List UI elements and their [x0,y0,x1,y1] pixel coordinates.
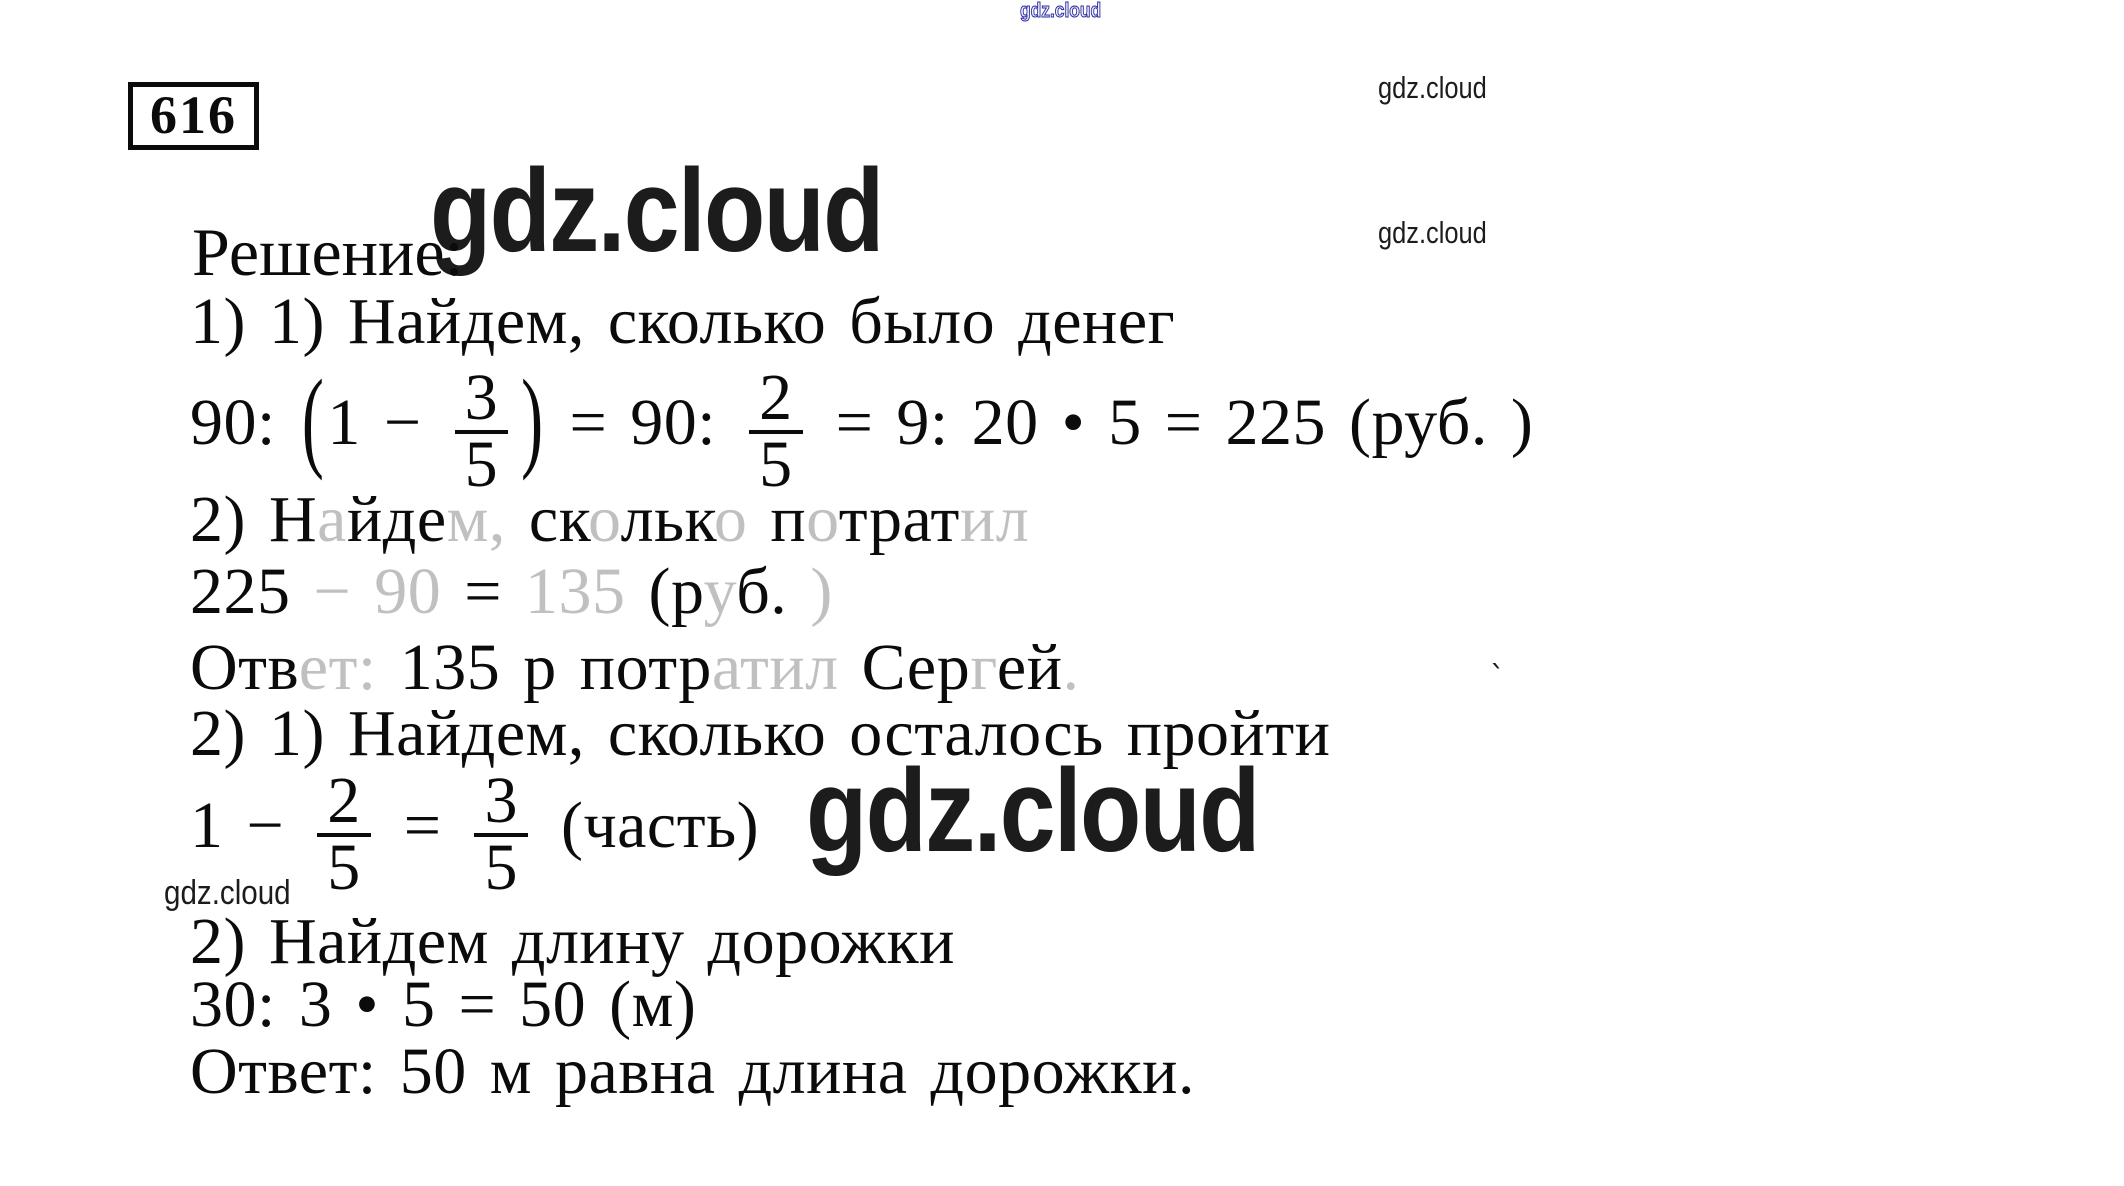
line-step2-equation [190,555,833,628]
fraction [474,764,528,904]
line-task2-step1-equation [190,764,760,904]
text-run: трат [838,483,960,556]
text-run: 2) Н [190,483,318,556]
text-run: Отв [190,631,299,704]
text-run: 2) Найдем длину дорожки [190,905,955,978]
text-run-faded: ет: [298,631,377,704]
line-task2-step1-title [190,697,1331,770]
fraction-numerator: 3 [455,368,509,434]
solution-heading: Решение: [192,214,464,290]
text-run: п [747,483,807,556]
fraction-denominator: 5 [327,831,361,904]
text-run: йде [346,483,447,556]
watermark-large-2: gdz.cloud [806,745,1259,877]
text-run-faded: 135 [524,555,626,628]
line-step1-title [190,285,1176,358]
text-run: Ответ: 50 м равна длина дорожки. [190,1035,1195,1108]
text-run: 2) 1) Найдем, сколько осталось пройти [190,697,1331,770]
text-run: льк [620,483,714,556]
text-run-faded: . [1062,631,1080,704]
line-step1-equation [190,357,1534,501]
text-run-faded: у [703,555,737,628]
fraction-denominator: 5 [759,428,793,501]
watermark-left-small: gdz.cloud [164,874,291,912]
tall-parenthesis: ) [521,357,544,482]
fraction-numerator: 3 [474,771,528,837]
text-run: = 90: [546,385,740,459]
text-run: = [441,555,525,628]
text-run: б. [736,555,788,628]
text-run: 1 − [327,385,445,459]
fraction-denominator: 5 [484,831,518,904]
fraction [317,764,371,904]
text-run-faded: ) [787,555,833,628]
text-run: (часть) [537,788,760,862]
fraction-numerator: 2 [749,368,803,434]
text-run-faded: атил [711,631,839,704]
watermark-large-1: gdz.cloud [430,145,883,277]
line-task2-step2-equation [190,968,697,1041]
line-answer-1 [190,631,1080,704]
text-run-faded: а [317,483,347,556]
text-run: ск [505,483,588,556]
text-run: = [380,788,465,862]
line-answer-2 [190,1035,1195,1108]
problem-number-box [128,82,259,150]
text-run: Сер [838,631,971,704]
text-run-faded: о [587,483,621,556]
watermark-right-1: gdz.cloud [1378,70,1487,105]
text-run: 1) 1) Найдем, сколько было денег [190,285,1176,358]
fraction [749,361,803,501]
text-run: ей [996,631,1063,704]
text-run-faded: м, [446,483,506,556]
watermark-right-2: gdz.cloud [1378,215,1487,250]
text-run: 225 [190,555,314,628]
text-run: (р [625,555,704,628]
text-run: 135 р потр [376,631,712,704]
fraction [455,361,509,501]
fraction-numerator: 2 [317,771,371,837]
problem-number: 616 [150,85,237,145]
text-run-faded: о [713,483,748,556]
text-run-faded: о [806,483,839,556]
text-run-faded: г [970,631,997,704]
text-run-faded: − 90 [313,555,442,628]
text-run: = 9: 20 • 5 = 225 (руб. ) [812,385,1534,459]
tall-parenthesis: ( [301,357,325,482]
line-task2-step2-title [190,905,955,978]
fraction-denominator: 5 [464,428,499,501]
text-run: 90: [190,385,299,459]
text-run: 1 − [190,788,308,862]
text-run: 30: 3 • 5 = 50 (м) [190,968,697,1041]
watermark-top-center: gdz.cloud [1020,0,1102,22]
stray-mark: ˋ [1490,660,1505,695]
text-run-faded: ил [959,483,1030,556]
line-step2-title [190,483,1030,556]
